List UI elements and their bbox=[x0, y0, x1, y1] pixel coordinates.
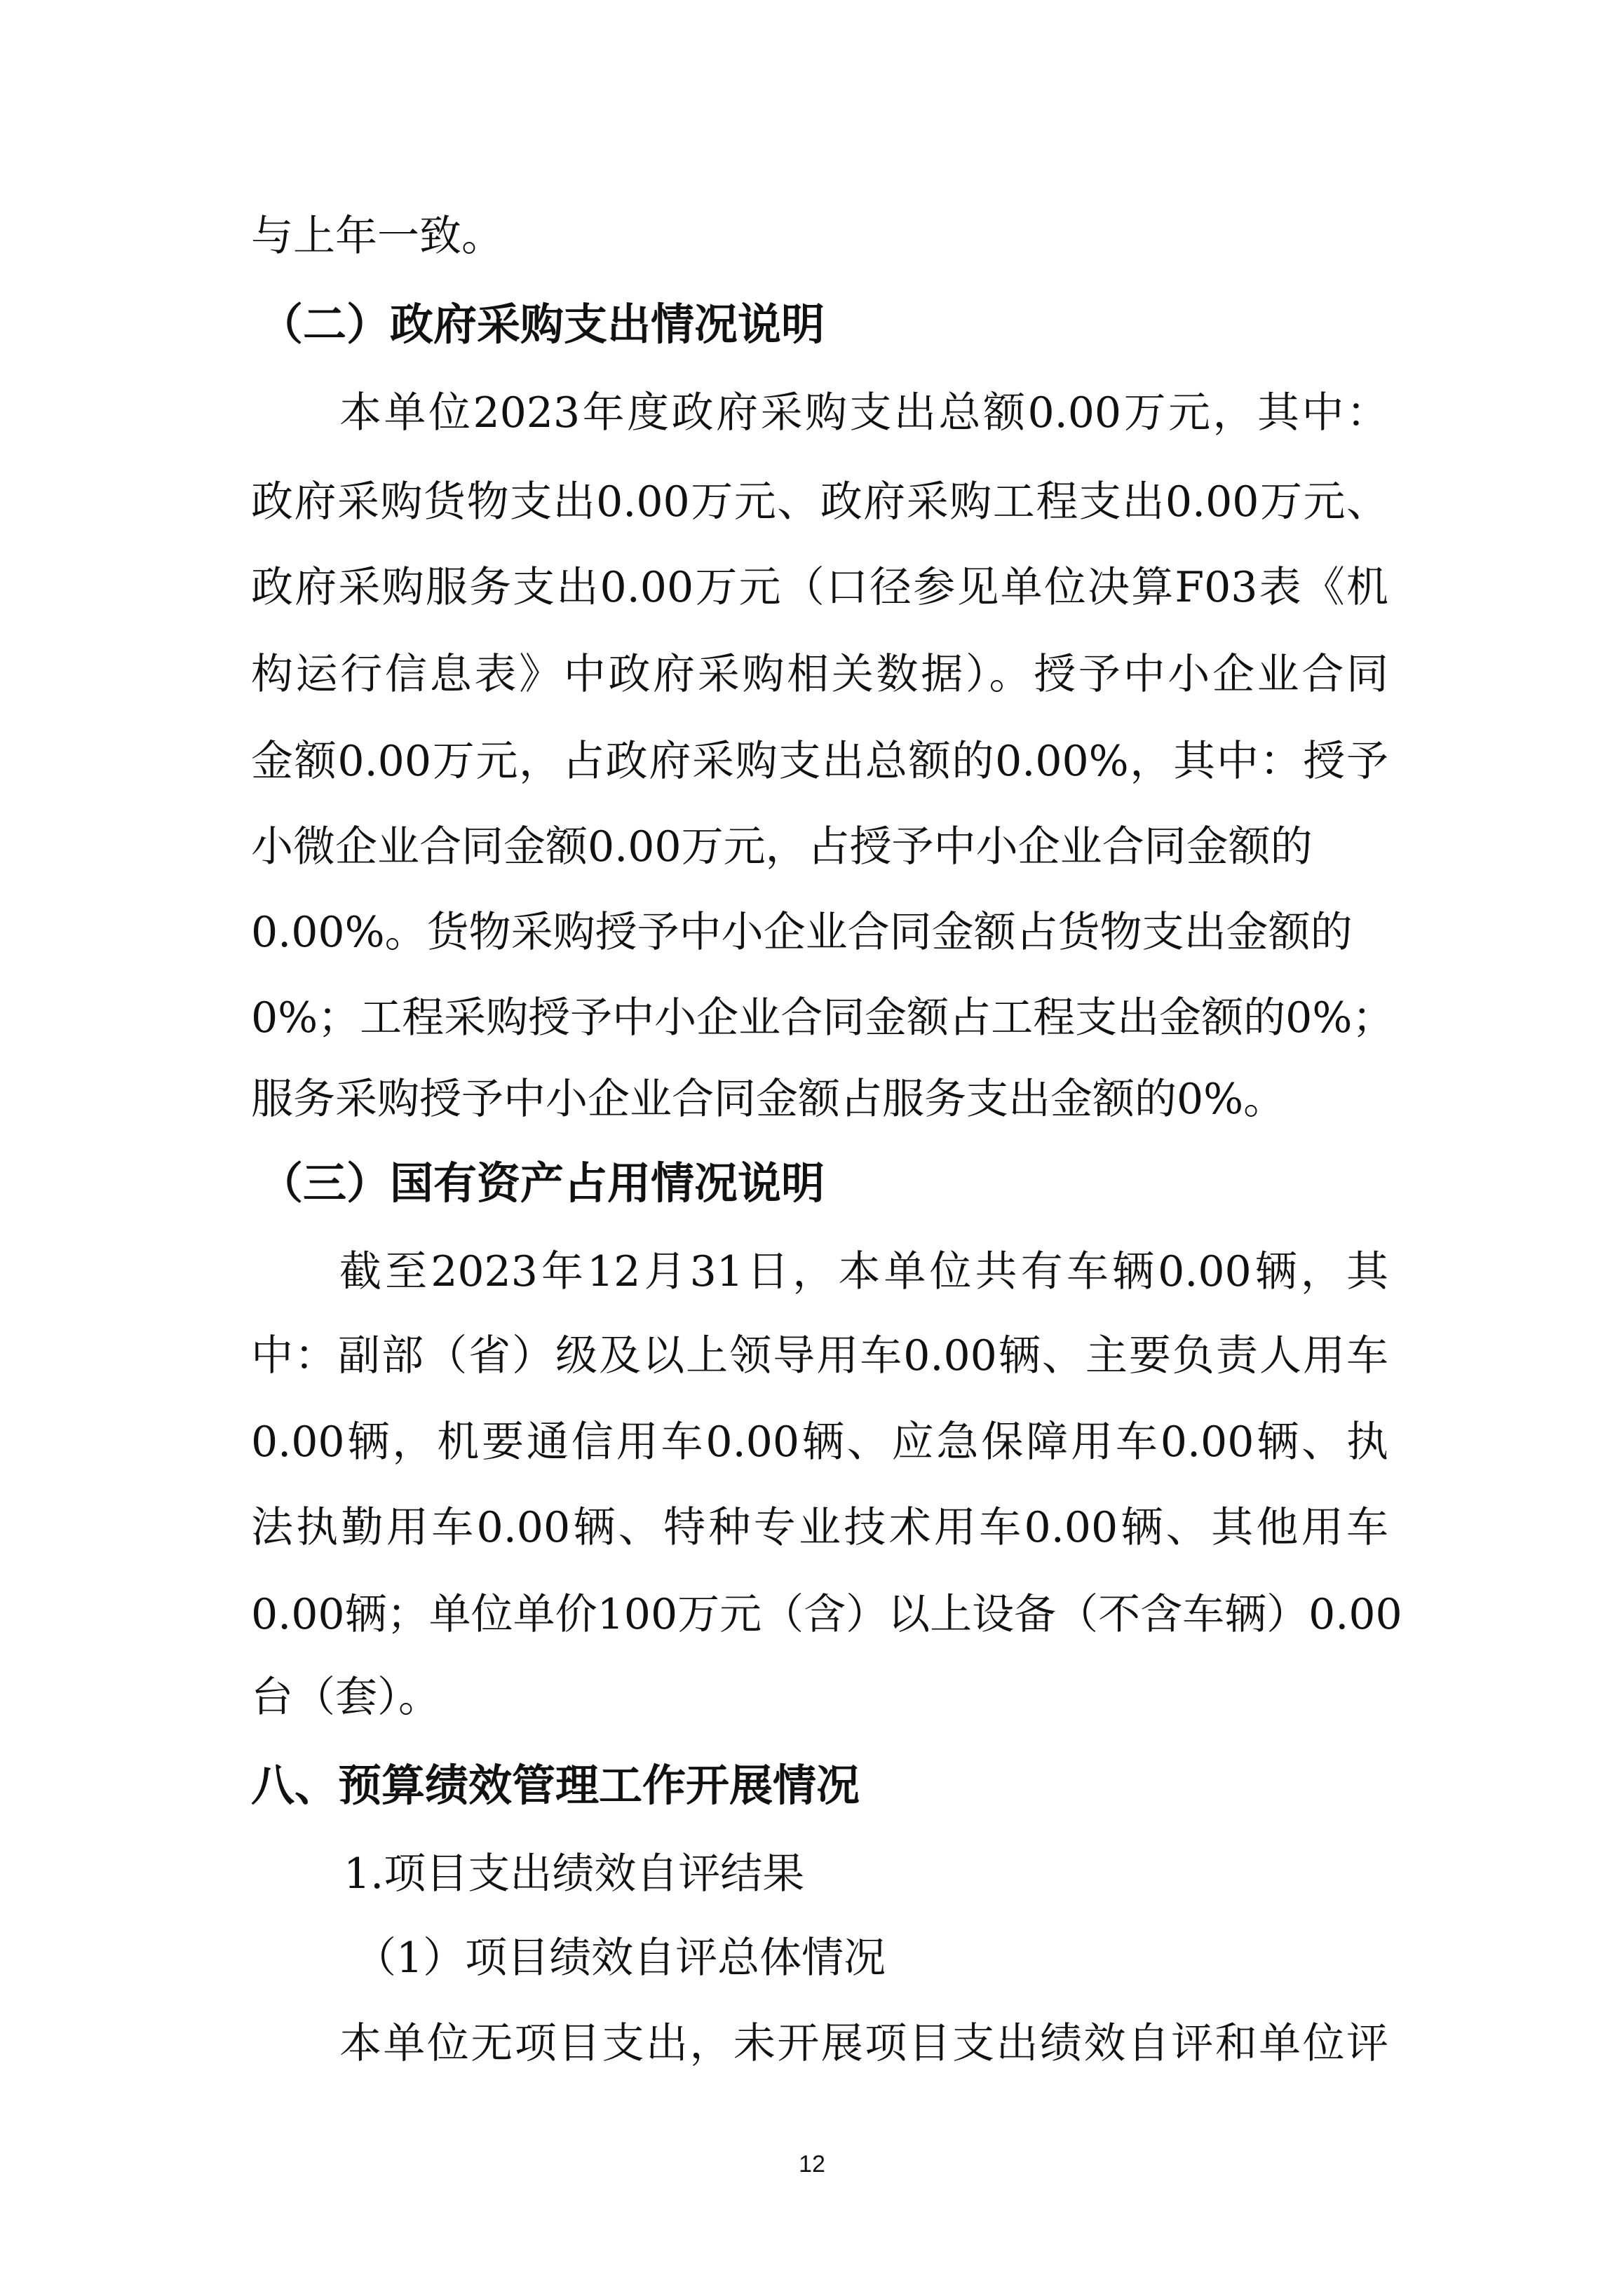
body-line: 政府采购货物支出0.00万元、政府采购工程支出0.00万元、 bbox=[251, 477, 1388, 527]
subheading: （1）项目绩效自评总体情况 bbox=[354, 1934, 886, 1983]
body-line: 本单位无项目支出，未开展项目支出绩效自评和单位评 bbox=[339, 2019, 1388, 2068]
body-line: 0.00辆，机要通信用车0.00辆、应急保障用车0.00辆、执 bbox=[251, 1418, 1388, 1467]
body-line: 0.00辆；单位单价100万元（含）以上设备（不含车辆）0.00 bbox=[251, 1590, 1402, 1639]
page-number: 12 bbox=[799, 2151, 825, 2178]
body-line: 中：副部（省）级及以上领导用车0.00辆、主要负责人用车 bbox=[251, 1331, 1388, 1380]
subheading: 1.项目支出绩效自评结果 bbox=[344, 1849, 805, 1898]
body-line: 截至2023年12月31日，本单位共有车辆0.00辆，其 bbox=[339, 1247, 1388, 1296]
body-line: 台（套）。 bbox=[251, 1673, 440, 1722]
section-heading: （三）国有资产占用情况说明 bbox=[259, 1157, 825, 1209]
body-line: 0.00%。货物采购授予中小企业合同金额占货物支出金额的 bbox=[251, 908, 1353, 957]
section-heading: （二）政府采购支出情况说明 bbox=[259, 299, 825, 350]
body-line: 构运行信息表》中政府采购相关数据）。授予中小企业合同 bbox=[251, 650, 1388, 699]
body-line: 本单位2023年度政府采购支出总额0.00万元，其中： bbox=[339, 388, 1388, 437]
body-line: 小微企业合同金额0.00万元，占授予中小企业合同金额的 bbox=[251, 822, 1313, 871]
chapter-heading: 八、预算绩效管理工作开展情况 bbox=[251, 1760, 860, 1811]
body-line: 政府采购服务支出0.00万元（口径参见单位决算F03表《机 bbox=[251, 563, 1388, 612]
body-line: 法执勤用车0.00辆、特种专业技术用车0.00辆、其他用车 bbox=[251, 1503, 1388, 1552]
body-line: 金额0.00万元，占政府采购支出总额的0.00%，其中：授予 bbox=[251, 737, 1388, 786]
body-line: 服务采购授予中小企业合同金额占服务支出金额的0%。 bbox=[251, 1075, 1286, 1124]
body-line: 与上年一致。 bbox=[251, 212, 503, 261]
body-line: 0%；工程采购授予中小企业合同金额占工程支出金额的0%； bbox=[251, 993, 1395, 1042]
